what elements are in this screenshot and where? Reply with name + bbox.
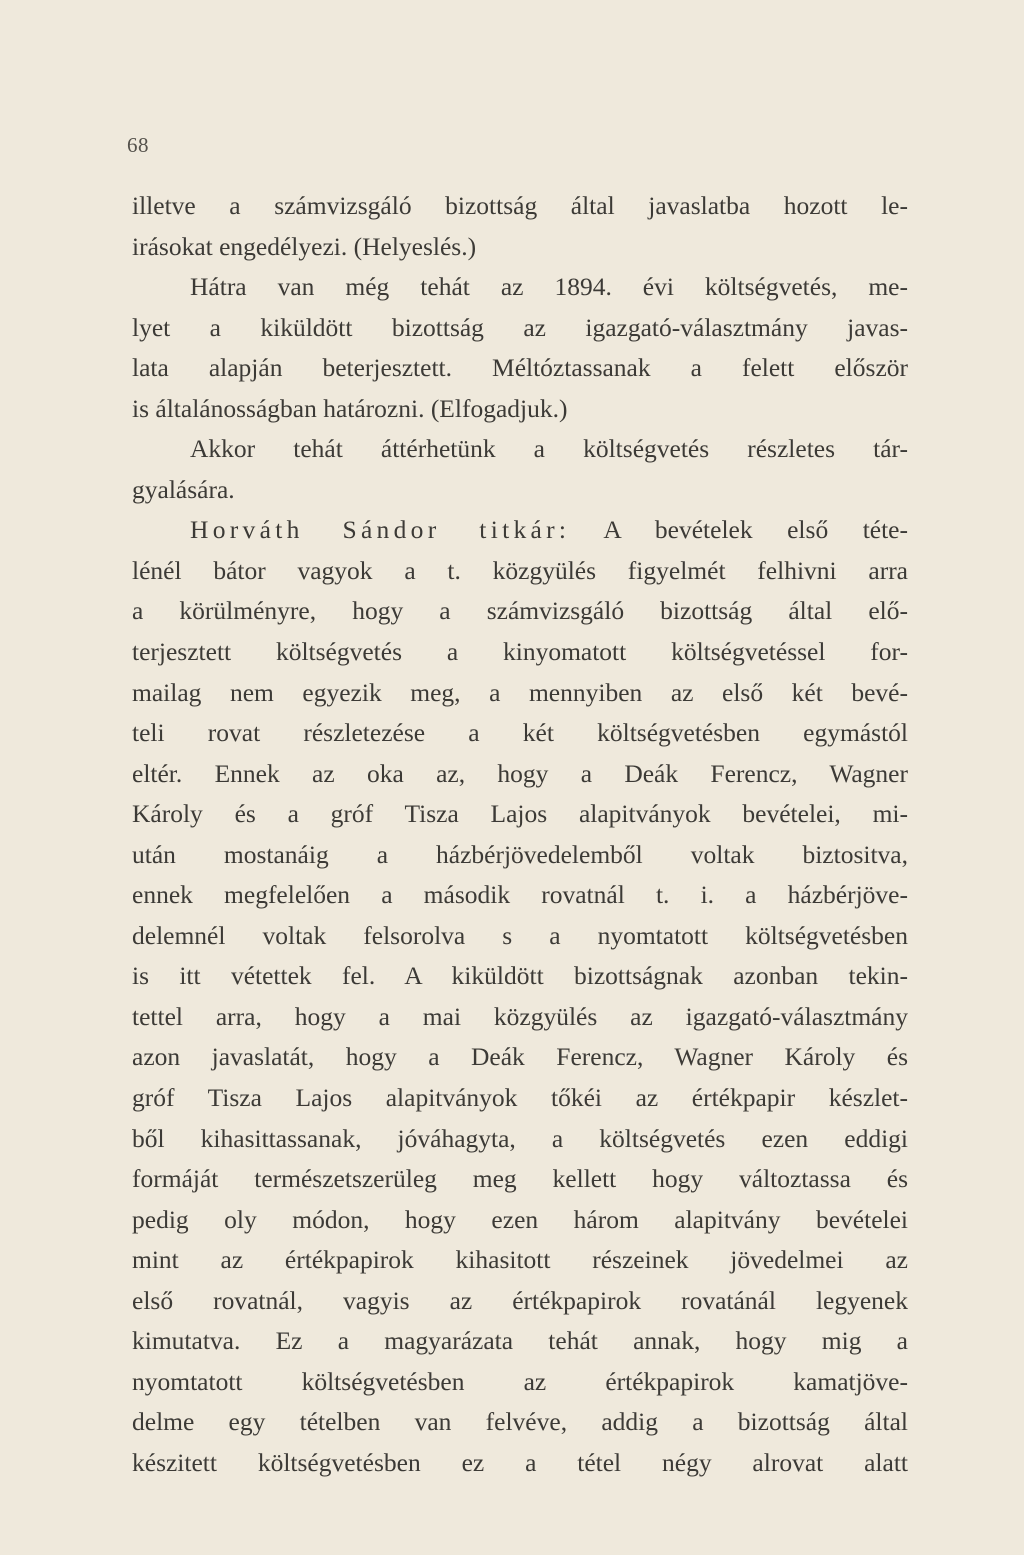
speaker-name: Horváth Sándor titkár:: [190, 515, 571, 545]
text-line: nyomtatott költségvetésben az értékpapirok kamatjöve-: [132, 1366, 908, 1396]
text-line: pedig oly módon, hogy ezen három alapitvány bevételei: [132, 1204, 908, 1234]
text-line: ből kihasittassanak, jóváhagyta, a költségvetés ezen eddigi: [132, 1123, 908, 1153]
text-line: gróf Tisza Lajos alapitványok tőkéi az értékpapir készlet-: [132, 1083, 908, 1113]
page-number: 68: [127, 133, 149, 157]
text-line: formáját természetszerüleg meg kellett hogy változtassa és: [132, 1164, 908, 1194]
text-line: irásokat engedélyezi. (Helyeslés.): [132, 231, 477, 261]
speaker-text: A bevételek első téte-: [570, 515, 908, 545]
text-line: delme egy tételben van felvéve, addig a bizottság által: [132, 1407, 908, 1437]
text-line: után mostanáig a házbérjövedelemből voltak biztositva,: [132, 839, 908, 869]
text-line: azon javaslatát, hogy a Deák Ferencz, Wagner Károly és: [132, 1042, 908, 1072]
text-line: delemnél voltak felsorolva s a nyomtatott költségvetésben: [132, 920, 908, 950]
text-line: Hátra van még tehát az 1894. évi költségvetés, me-: [190, 272, 908, 302]
text-line: illetve a számvizsgáló bizottság által javaslatba hozott le-: [132, 191, 908, 220]
text-line: Akkor tehát áttérhetünk a költségvetés részletes tár-: [190, 434, 908, 464]
text-line: Károly és a gróf Tisza Lajos alapitványok bevételei, mi-: [132, 799, 908, 829]
text-line: gyalására.: [132, 474, 235, 504]
text-line: eltér. Ennek az oka az, hogy a Deák Ferencz, Wagner: [132, 758, 908, 788]
text-line: ennek megfelelően a második rovatnál t. i. a házbérjöve-: [132, 880, 908, 910]
text-line: lénél bátor vagyok a t. közgyülés figyelmét felhivni arra: [132, 555, 908, 585]
text-line: mailag nem egyezik meg, a mennyiben az első két bevé-: [132, 677, 908, 707]
text-line: lata alapján beterjesztett. Méltóztassanak a felett először: [132, 353, 908, 383]
text-line: készitett költségvetésben ez a tétel négy alrovat alatt: [132, 1447, 908, 1477]
text-line: is itt vétettek fel. A kiküldött bizottságnak azonban tekin-: [132, 961, 908, 991]
text-line: tettel arra, hogy a mai közgyülés az igazgató-választmány: [132, 1001, 908, 1031]
text-line: mint az értékpapirok kihasitott részeinek jövedelmei az: [132, 1245, 908, 1275]
text-line: kimutatva. Ez a magyarázata tehát annak, hogy mig a: [132, 1326, 908, 1356]
text-line: első rovatnál, vagyis az értékpapirok rovatánál legyenek: [132, 1285, 908, 1315]
text-line: is általánosságban határozni. (Elfogadjuk.): [132, 393, 568, 423]
text-line: a körülményre, hogy a számvizsgáló bizottság által elő-: [132, 596, 908, 626]
text-line: lyet a kiküldött bizottság az igazgató-választmány javas-: [132, 312, 908, 342]
text-line: teli rovat részletezése a két költségvetésben egymástól: [132, 718, 908, 748]
body-text: [132, 186, 908, 1484]
text-line: [132, 510, 908, 551]
text-line: terjesztett költségvetés a kinyomatott költségvetéssel for-: [132, 637, 908, 667]
